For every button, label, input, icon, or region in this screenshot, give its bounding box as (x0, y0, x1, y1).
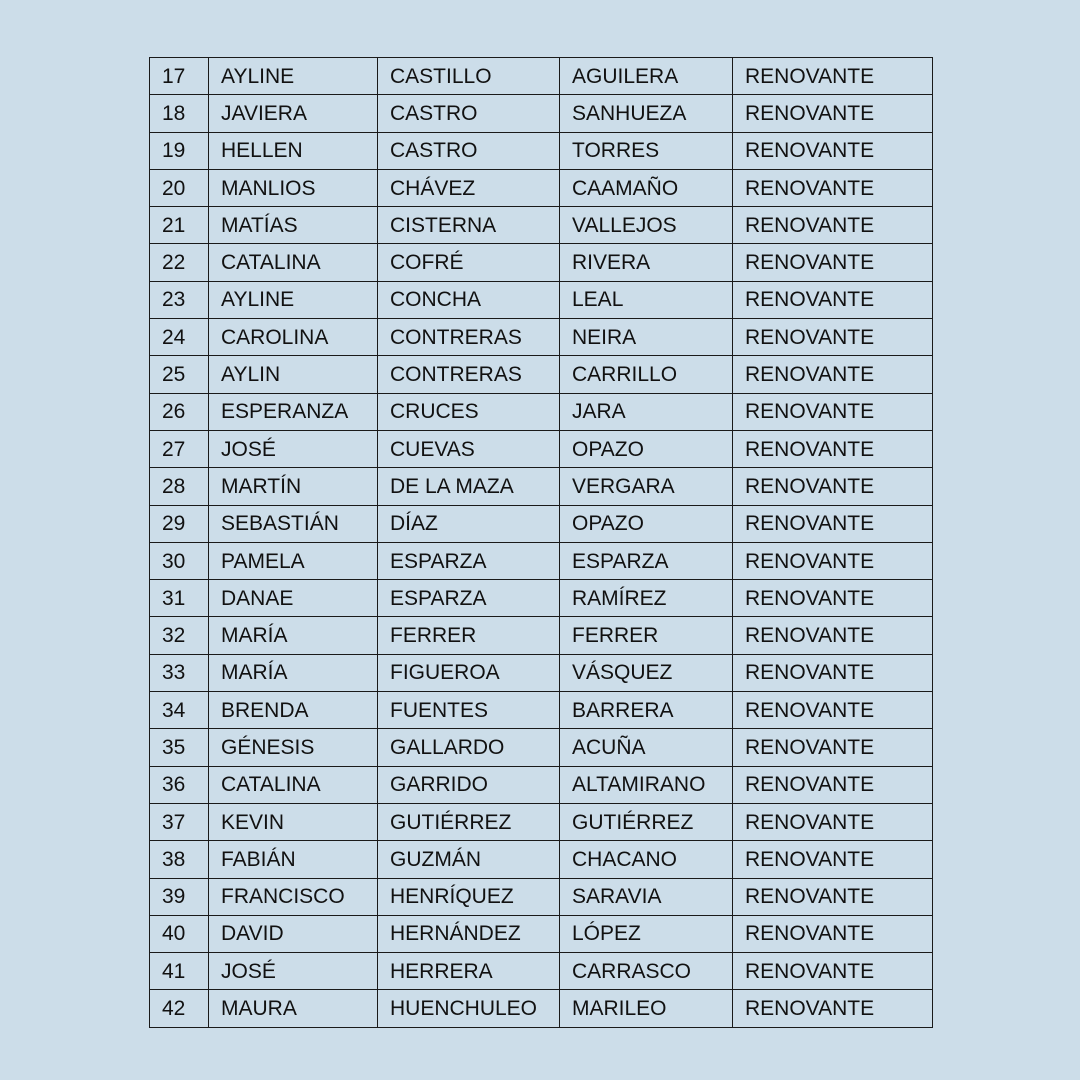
row-number-cell: 26 (150, 393, 209, 430)
table-row (150, 468, 933, 505)
first-name-cell: MATÍAS (209, 207, 378, 244)
row-number-cell: 35 (150, 729, 209, 766)
table-row (150, 953, 933, 990)
status-cell: RENOVANTE (733, 915, 933, 952)
maternal-surname-cell: CARRILLO (560, 356, 733, 393)
status-cell: RENOVANTE (733, 878, 933, 915)
table-row (150, 505, 933, 542)
paternal-surname-cell: GUZMÁN (378, 841, 560, 878)
row-number-cell: 33 (150, 654, 209, 691)
status-cell: RENOVANTE (733, 207, 933, 244)
status-cell: RENOVANTE (733, 393, 933, 430)
first-name-cell: AYLIN (209, 356, 378, 393)
paternal-surname-cell: ESPARZA (378, 542, 560, 579)
first-name-cell: FRANCISCO (209, 878, 378, 915)
maternal-surname-cell: SARAVIA (560, 878, 733, 915)
first-name-cell: KEVIN (209, 803, 378, 840)
table-row (150, 654, 933, 691)
table-row (150, 356, 933, 393)
first-name-cell: HELLEN (209, 132, 378, 169)
table-row (150, 580, 933, 617)
paternal-surname-cell: GALLARDO (378, 729, 560, 766)
maternal-surname-cell: MARILEO (560, 990, 733, 1027)
table-row (150, 990, 933, 1027)
paternal-surname-cell: CASTRO (378, 95, 560, 132)
table-row (150, 841, 933, 878)
status-cell: RENOVANTE (733, 58, 933, 95)
status-cell: RENOVANTE (733, 990, 933, 1027)
paternal-surname-cell: CONCHA (378, 281, 560, 318)
status-cell: RENOVANTE (733, 953, 933, 990)
table-row (150, 319, 933, 356)
status-cell: RENOVANTE (733, 95, 933, 132)
table-row (150, 95, 933, 132)
paternal-surname-cell: FIGUEROA (378, 654, 560, 691)
table-row (150, 393, 933, 430)
row-number-cell: 31 (150, 580, 209, 617)
row-number-cell: 25 (150, 356, 209, 393)
status-cell: RENOVANTE (733, 319, 933, 356)
maternal-surname-cell: LÓPEZ (560, 915, 733, 952)
paternal-surname-cell: DE LA MAZA (378, 468, 560, 505)
maternal-surname-cell: VÁSQUEZ (560, 654, 733, 691)
first-name-cell: JOSÉ (209, 953, 378, 990)
status-cell: RENOVANTE (733, 654, 933, 691)
roster-table-body (150, 58, 933, 1028)
maternal-surname-cell: AGUILERA (560, 58, 733, 95)
paternal-surname-cell: FUENTES (378, 692, 560, 729)
maternal-surname-cell: GUTIÉRREZ (560, 803, 733, 840)
row-number-cell: 20 (150, 169, 209, 206)
table-row (150, 244, 933, 281)
paternal-surname-cell: CASTILLO (378, 58, 560, 95)
table-row (150, 430, 933, 467)
first-name-cell: AYLINE (209, 281, 378, 318)
first-name-cell: PAMELA (209, 542, 378, 579)
first-name-cell: FABIÁN (209, 841, 378, 878)
row-number-cell: 40 (150, 915, 209, 952)
maternal-surname-cell: OPAZO (560, 430, 733, 467)
first-name-cell: JAVIERA (209, 95, 378, 132)
first-name-cell: MARÍA (209, 654, 378, 691)
row-number-cell: 28 (150, 468, 209, 505)
maternal-surname-cell: CHACANO (560, 841, 733, 878)
table-row (150, 617, 933, 654)
paternal-surname-cell: CRUCES (378, 393, 560, 430)
row-number-cell: 27 (150, 430, 209, 467)
row-number-cell: 30 (150, 542, 209, 579)
table-row (150, 207, 933, 244)
paternal-surname-cell: GUTIÉRREZ (378, 803, 560, 840)
paternal-surname-cell: HERRERA (378, 953, 560, 990)
first-name-cell: AYLINE (209, 58, 378, 95)
table-row (150, 58, 933, 95)
status-cell: RENOVANTE (733, 729, 933, 766)
paternal-surname-cell: HERNÁNDEZ (378, 915, 560, 952)
maternal-surname-cell: FERRER (560, 617, 733, 654)
row-number-cell: 24 (150, 319, 209, 356)
row-number-cell: 21 (150, 207, 209, 244)
status-cell: RENOVANTE (733, 356, 933, 393)
row-number-cell: 38 (150, 841, 209, 878)
maternal-surname-cell: VERGARA (560, 468, 733, 505)
table-row (150, 915, 933, 952)
table-row (150, 692, 933, 729)
table-row (150, 542, 933, 579)
maternal-surname-cell: TORRES (560, 132, 733, 169)
maternal-surname-cell: ALTAMIRANO (560, 766, 733, 803)
first-name-cell: DANAE (209, 580, 378, 617)
row-number-cell: 41 (150, 953, 209, 990)
row-number-cell: 29 (150, 505, 209, 542)
maternal-surname-cell: RIVERA (560, 244, 733, 281)
row-number-cell: 37 (150, 803, 209, 840)
first-name-cell: ESPERANZA (209, 393, 378, 430)
paternal-surname-cell: FERRER (378, 617, 560, 654)
maternal-surname-cell: CARRASCO (560, 953, 733, 990)
status-cell: RENOVANTE (733, 542, 933, 579)
paternal-surname-cell: CONTRERAS (378, 356, 560, 393)
row-number-cell: 36 (150, 766, 209, 803)
first-name-cell: CATALINA (209, 766, 378, 803)
status-cell: RENOVANTE (733, 244, 933, 281)
status-cell: RENOVANTE (733, 430, 933, 467)
status-cell: RENOVANTE (733, 132, 933, 169)
status-cell: RENOVANTE (733, 766, 933, 803)
maternal-surname-cell: OPAZO (560, 505, 733, 542)
first-name-cell: MAURA (209, 990, 378, 1027)
status-cell: RENOVANTE (733, 580, 933, 617)
status-cell: RENOVANTE (733, 169, 933, 206)
paternal-surname-cell: CONTRERAS (378, 319, 560, 356)
table-row (150, 803, 933, 840)
maternal-surname-cell: ESPARZA (560, 542, 733, 579)
first-name-cell: DAVID (209, 915, 378, 952)
paternal-surname-cell: HUENCHULEO (378, 990, 560, 1027)
table-row (150, 281, 933, 318)
table-row (150, 766, 933, 803)
paternal-surname-cell: DÍAZ (378, 505, 560, 542)
first-name-cell: CATALINA (209, 244, 378, 281)
first-name-cell: CAROLINA (209, 319, 378, 356)
maternal-surname-cell: LEAL (560, 281, 733, 318)
status-cell: RENOVANTE (733, 505, 933, 542)
first-name-cell: JOSÉ (209, 430, 378, 467)
maternal-surname-cell: VALLEJOS (560, 207, 733, 244)
maternal-surname-cell: SANHUEZA (560, 95, 733, 132)
paternal-surname-cell: CISTERNA (378, 207, 560, 244)
paternal-surname-cell: GARRIDO (378, 766, 560, 803)
paternal-surname-cell: ESPARZA (378, 580, 560, 617)
row-number-cell: 42 (150, 990, 209, 1027)
first-name-cell: MANLIOS (209, 169, 378, 206)
table-row (150, 169, 933, 206)
row-number-cell: 22 (150, 244, 209, 281)
paternal-surname-cell: CHÁVEZ (378, 169, 560, 206)
first-name-cell: MARTÍN (209, 468, 378, 505)
maternal-surname-cell: ACUÑA (560, 729, 733, 766)
maternal-surname-cell: RAMÍREZ (560, 580, 733, 617)
table-row (150, 729, 933, 766)
row-number-cell: 19 (150, 132, 209, 169)
row-number-cell: 23 (150, 281, 209, 318)
first-name-cell: MARÍA (209, 617, 378, 654)
first-name-cell: BRENDA (209, 692, 378, 729)
status-cell: RENOVANTE (733, 692, 933, 729)
maternal-surname-cell: BARRERA (560, 692, 733, 729)
maternal-surname-cell: JARA (560, 393, 733, 430)
first-name-cell: GÉNESIS (209, 729, 378, 766)
paternal-surname-cell: CUEVAS (378, 430, 560, 467)
paternal-surname-cell: COFRÉ (378, 244, 560, 281)
row-number-cell: 17 (150, 58, 209, 95)
row-number-cell: 18 (150, 95, 209, 132)
roster-table (149, 57, 933, 1028)
first-name-cell: SEBASTIÁN (209, 505, 378, 542)
maternal-surname-cell: CAAMAÑO (560, 169, 733, 206)
paternal-surname-cell: HENRÍQUEZ (378, 878, 560, 915)
row-number-cell: 39 (150, 878, 209, 915)
maternal-surname-cell: NEIRA (560, 319, 733, 356)
row-number-cell: 32 (150, 617, 209, 654)
table-row (150, 878, 933, 915)
status-cell: RENOVANTE (733, 803, 933, 840)
paternal-surname-cell: CASTRO (378, 132, 560, 169)
status-cell: RENOVANTE (733, 841, 933, 878)
table-row (150, 132, 933, 169)
row-number-cell: 34 (150, 692, 209, 729)
status-cell: RENOVANTE (733, 468, 933, 505)
status-cell: RENOVANTE (733, 281, 933, 318)
status-cell: RENOVANTE (733, 617, 933, 654)
